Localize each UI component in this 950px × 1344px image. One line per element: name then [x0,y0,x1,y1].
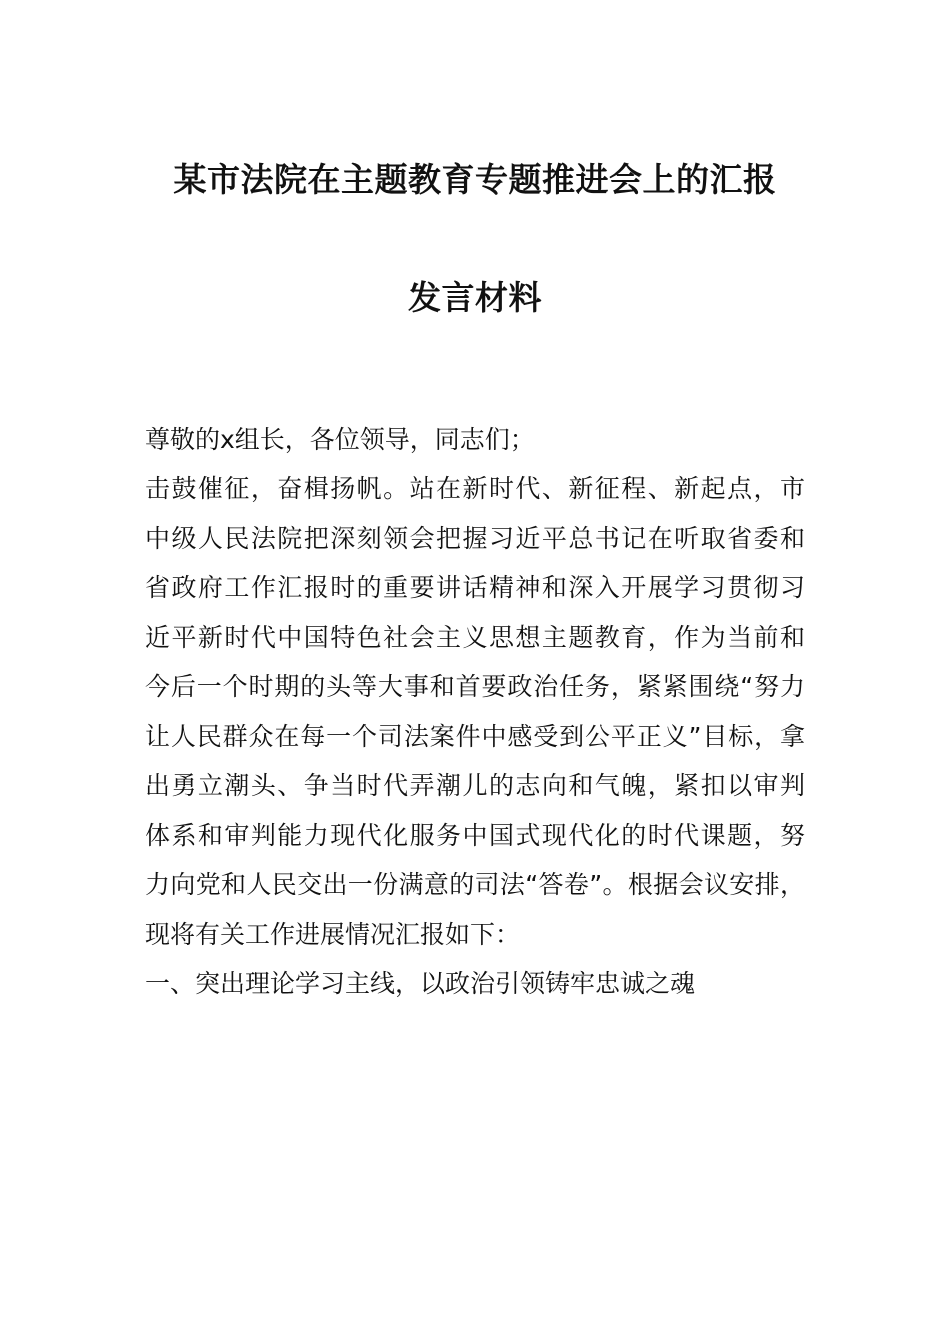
paragraph-line: 省政府工作汇报时的重要讲话精神和深入开展学习贯彻习 [145,573,805,602]
paragraph-line: 出勇立潮头、争当时代弄潮儿的志向和气魄，紧扣以审判 [145,771,805,800]
paragraph-line: 现将有关工作进展情况汇报如下： [145,919,521,949]
document-title-line-2: 发言材料 [408,278,542,317]
document-title-line-1: 某市法院在主题教育专题推进会上的汇报 [173,160,777,199]
salutation: 尊敬的x组长，各位领导，同志们； [145,425,535,454]
paragraph-line: 力向党和人民交出一份满意的司法“答卷”。根据会议安排， [145,870,805,899]
paragraph-line: 让人民群众在每一个司法案件中感受到公平正义”目标，拿 [145,721,805,751]
paragraph-line: 今后一个时期的头等大事和首要政治任务，紧紧围绕“努力 [145,672,805,701]
paragraph-line: 体系和审判能力现代化服务中国式现代化的时代课题，努 [145,820,805,850]
paragraph-line: 近平新时代中国特色社会主义思想主题教育，作为当前和 [145,622,805,652]
body-paragraph [145,464,805,959]
paragraph-line: 击鼓催征，奋楫扬帆。站在新时代、新征程、新起点，市 [145,474,805,503]
paragraph-line: 中级人民法院把深刻领会把握习近平总书记在听取省委和 [145,523,805,553]
section-heading: 一、突出理论学习主线，以政治引领铸牢忠诚之魂 [145,969,696,998]
